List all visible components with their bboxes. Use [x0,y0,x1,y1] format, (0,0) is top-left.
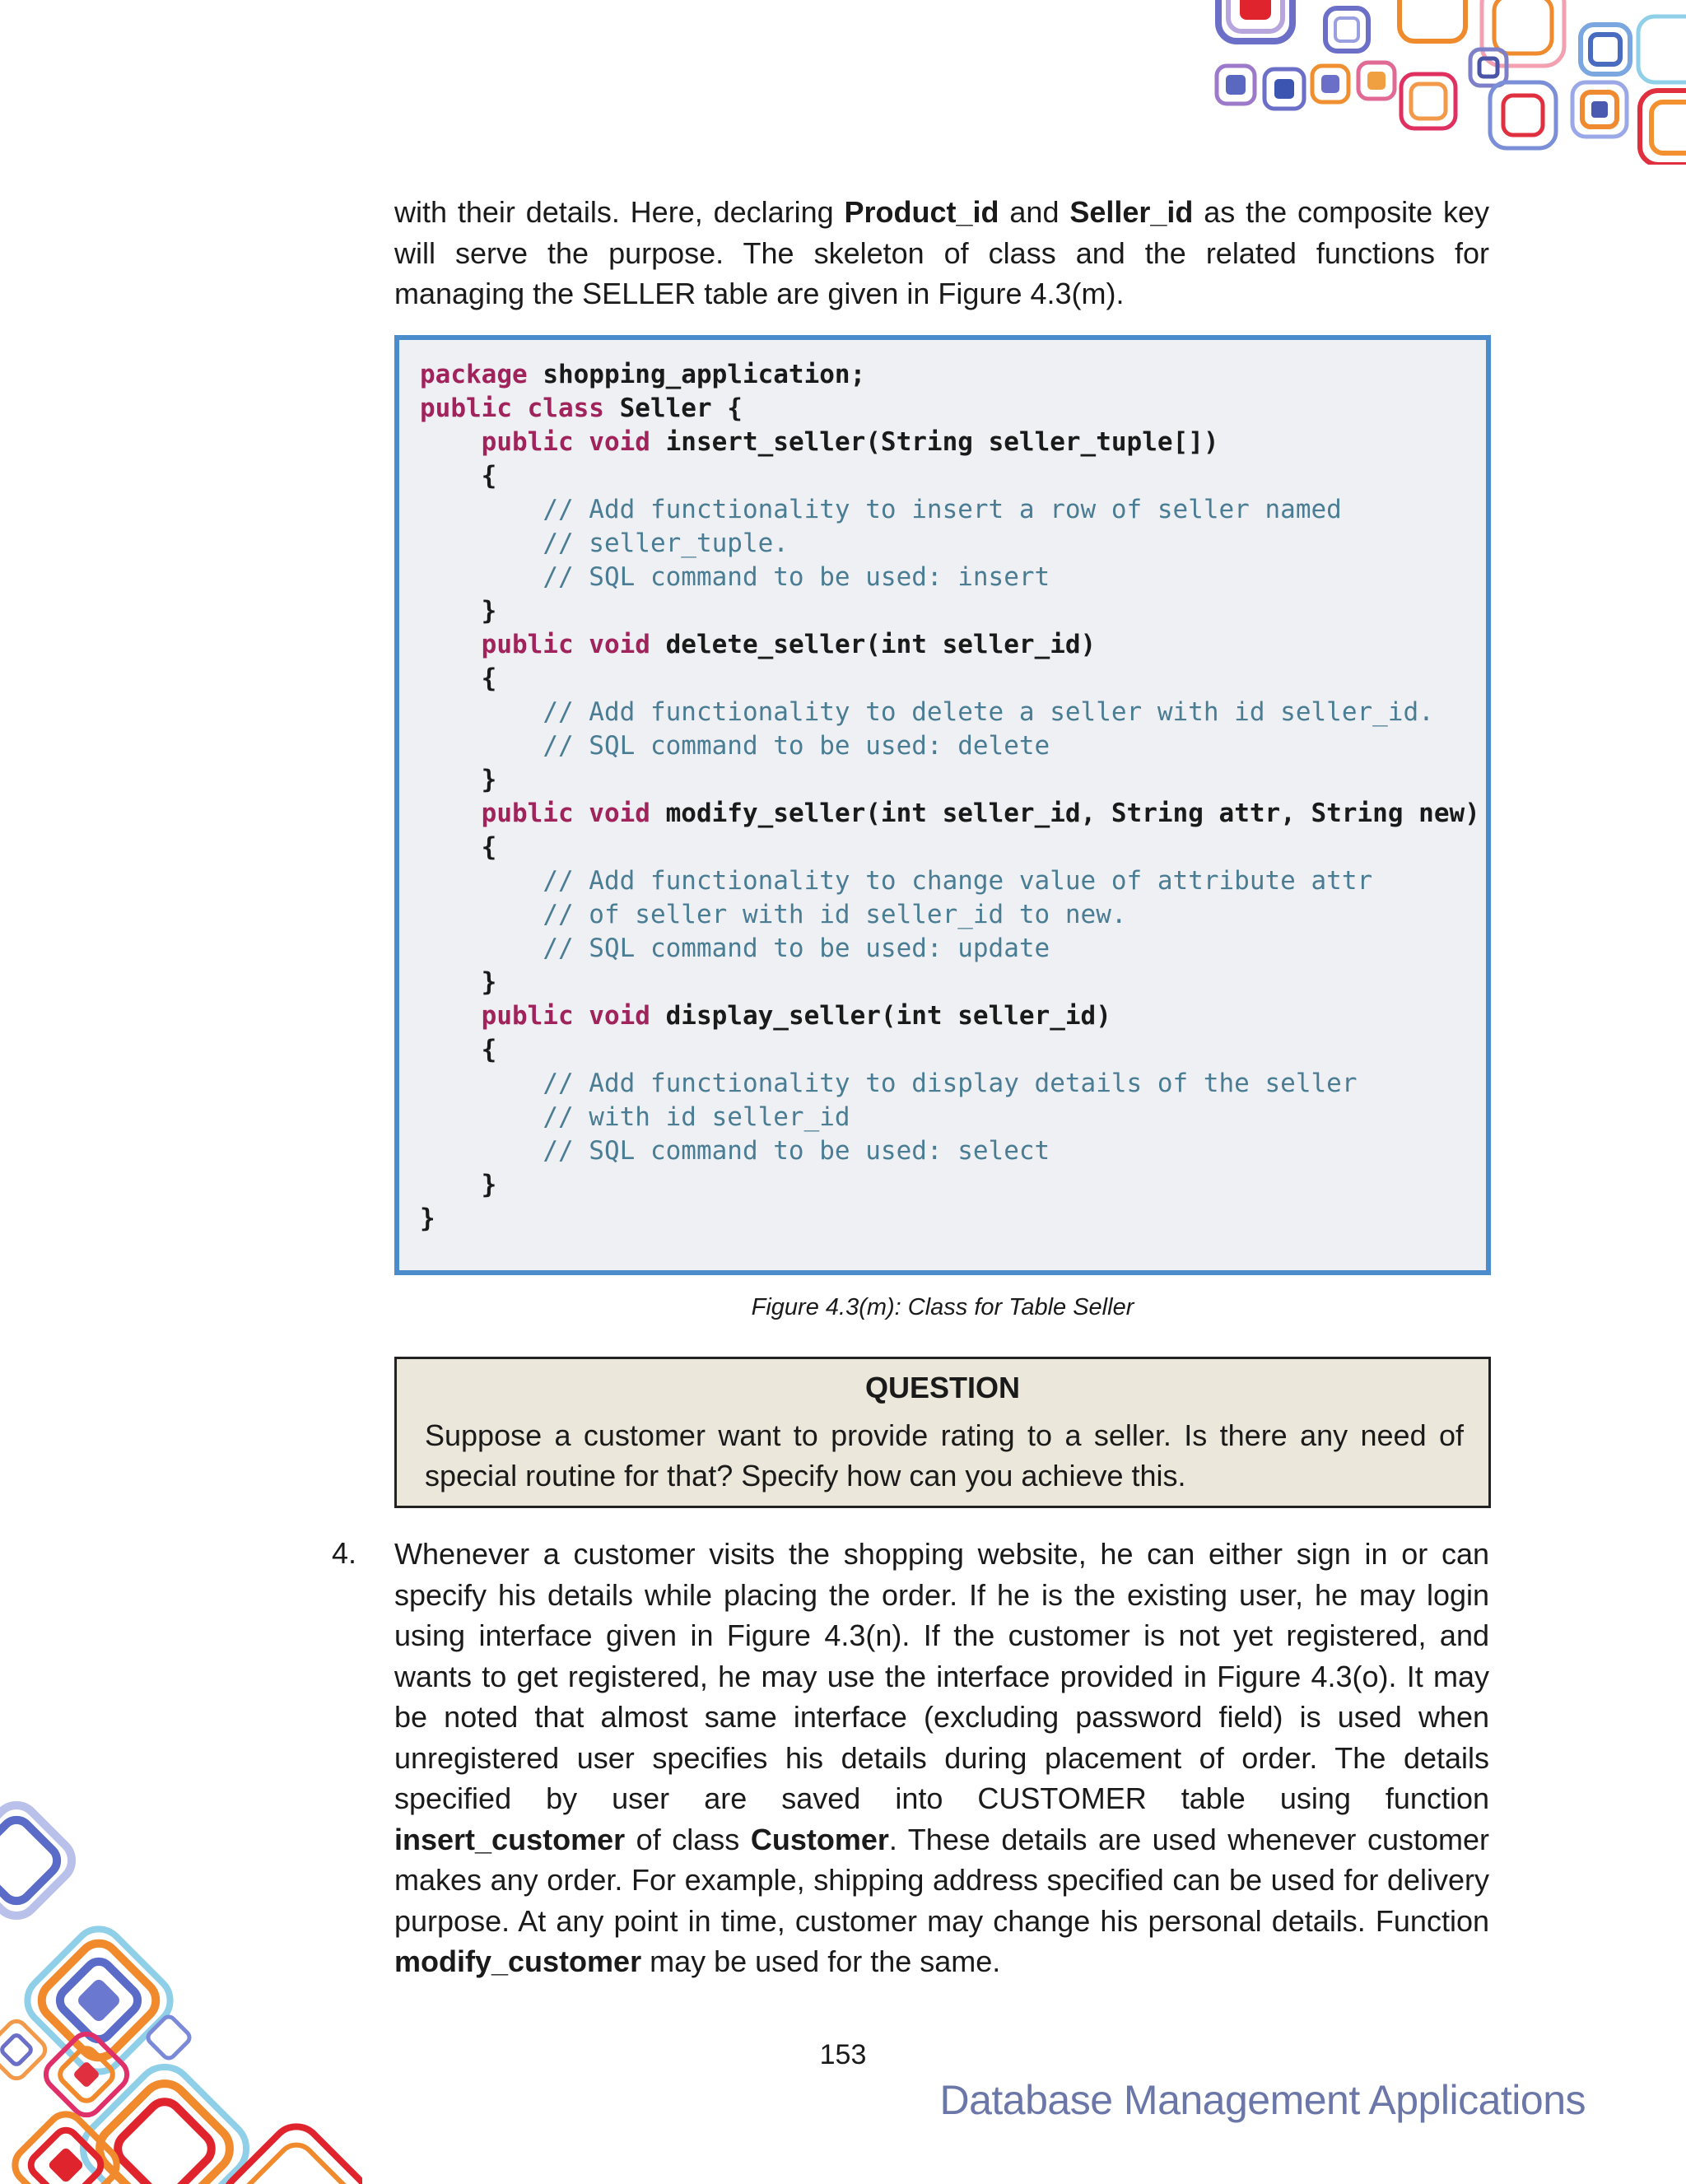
item-4-bold-customer: Customer [750,1822,889,1856]
code-line-2: Seller { [603,393,743,423]
code-comment: // SQL command to be used: select [543,1136,1050,1166]
item-4-bold-insert-customer: insert_customer [394,1822,626,1856]
code-keyword: public void [481,1001,650,1031]
decorative-diamonds-bottom-icon [0,1778,362,2184]
code-comment: // SQL command to be used: delete [543,731,1050,761]
code-brace: } [481,967,497,997]
question-text: Suppose a customer want to provide rating to a seller. Is there any need of special routine for that? Specify how can you achieve this. [425,1418,1464,1492]
code-comment: // of seller with id seller_id to new. [543,900,1127,929]
code-comment: // with id seller_id [543,1102,850,1132]
code-keyword: public class [420,393,604,423]
code-comment: // Add functionality to display details of the seller [543,1069,1358,1098]
item-4-text-4: may be used for the same. [641,1944,1001,1978]
code-comment: // Add functionality to insert a row of seller named [543,495,1342,524]
code-brace: { [481,664,497,693]
code-method-modify-seller: modify_seller(int seller_id, String attr, String new) [665,799,1480,828]
intro-bold-product-id: Product_id [844,195,999,229]
code-keyword: public void [481,799,650,828]
item-4-text-1: Whenever a customer visits the shopping website, he can either sign in or can specify his details while placing the order. If he is the existing user, he may login using interface given in Figure 4.3(n). If the customer is not yet registered, and wants to get registered, he may use the interface provided in Figure 4.3(o). It may be noted that almost same interface (excluding password field) is used when unregistered user specifies his details during placement of order. The details specified by user are saved into CUSTOMER table using function [394,1537,1489,1815]
figure-caption: Figure 4.3(m): Class for Table Seller [751,1294,1134,1320]
code-keyword: public void [481,427,650,457]
code-comment: // Add functionality to delete a seller with id seller_id. [543,697,1434,727]
item-4-paragraph [394,1534,1489,1982]
list-item-number: 4. [332,1536,357,1570]
code-keyword: package [420,360,528,389]
code-brace: { [481,1035,497,1064]
code-method-delete-seller: delete_seller(int seller_id) [665,630,1097,659]
code-brace: } [481,596,497,626]
intro-bold-seller-id: Seller_id [1069,195,1194,229]
code-brace: { [481,461,497,491]
code-comment: // SQL command to be used: insert [543,562,1050,592]
code-line-1: shopping_application; [527,360,866,389]
code-brace: { [481,832,497,862]
code-brace: } [481,765,497,794]
footer-book-title: Database Management Applications [939,2077,1586,2123]
page-number: 153 [819,2039,867,2070]
item-4-text-3: . These details are used whenever customer makes any order. For example, shipping address specified can be used for delivery purpose. At any point in time, customer may change his personal details. Function [394,1822,1489,1938]
question-box [394,1357,1491,1508]
intro-text-1: with their details. Here, declaring [394,195,845,229]
code-method-display-seller: display_seller(int seller_id) [665,1001,1111,1031]
code-brace: } [420,1204,435,1233]
intro-text-3: as the composite key will serve the purpose. The skeleton of class and the related functions for managing the SELLER table are given in Figure 4.3(m). [394,195,1490,310]
item-4-text-2: of class [625,1822,751,1856]
intro-paragraph [394,192,1489,314]
decorative-squares-top-icon [1210,0,1686,165]
code-brace: } [481,1170,497,1199]
code-keyword: public void [481,630,650,659]
code-method-insert-seller: insert_seller(String seller_tuple[]) [665,427,1219,457]
code-listing [420,358,1480,1236]
code-figure [394,335,1491,1275]
question-title: QUESTION [864,1371,1020,1404]
item-4-bold-modify-customer: modify_customer [394,1944,642,1978]
code-comment: // SQL command to be used: update [543,934,1050,963]
code-comment: // seller_tuple. [543,529,789,558]
intro-text-2: and [999,195,1070,229]
code-comment: // Add functionality to change value of attribute attr [543,866,1373,896]
